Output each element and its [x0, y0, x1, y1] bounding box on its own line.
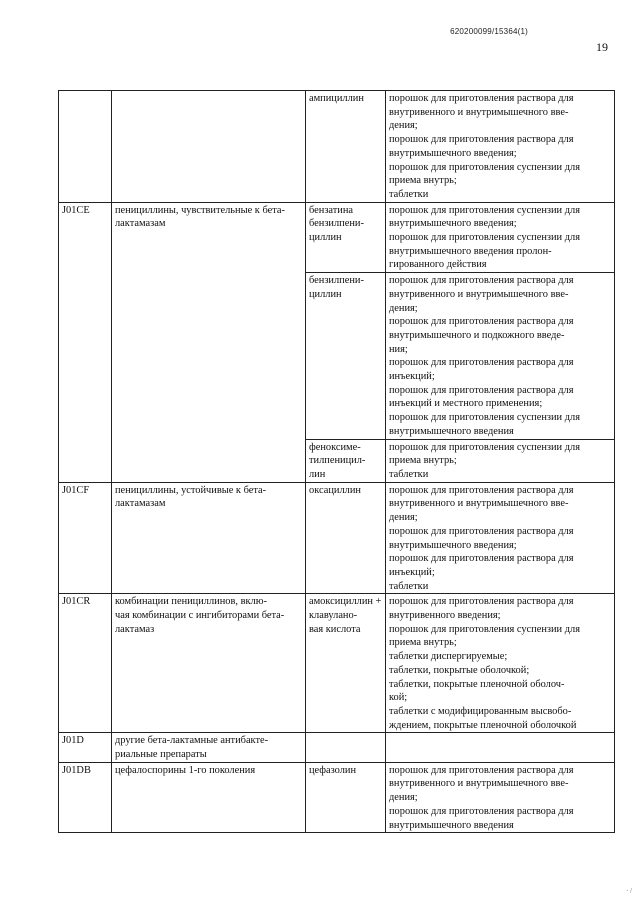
atc-code-cell: J01DB: [59, 762, 112, 833]
dosage-form-item: таблетки: [389, 188, 429, 200]
dosage-form-item: порошок для приготовления раствора для внутримышечного введения;: [389, 134, 574, 159]
dosage-form-item: таблетки: [389, 468, 429, 480]
dosage-form-cell: [386, 273, 615, 439]
drug-group-cell: комбинации пенициллинов, вклю- чая комбинации с ингибиторами бета-лактамаз: [112, 594, 306, 733]
document-id: 620200099/15364(1): [450, 27, 528, 36]
atc-code-cell: J01CF: [59, 482, 112, 594]
dosage-form-item: порошок для приготовления раствора для внутривенного и внутримышечного вве- дения;: [389, 484, 574, 524]
drug-group-cell: цефалоспорины 1-го поколения: [112, 762, 306, 833]
table-row: [59, 91, 615, 203]
table-body: [59, 91, 615, 833]
dosage-form-item: порошок для приготовления раствора для внутримышечного введения: [389, 805, 574, 831]
corner-mark: · /: [625, 887, 632, 895]
drug-group-cell: пенициллины, устойчивые к бета- лактамазам: [112, 482, 306, 594]
page-number: 19: [596, 40, 608, 54]
dosage-form-item: порошок для приготовления раствора для внутривенного и внутримышечного вве- дения;: [389, 764, 574, 804]
table-row: [59, 594, 615, 733]
dosage-form-item: таблетки: [389, 580, 429, 592]
dosage-form-item: порошок для приготовления раствора для внутривенного и внутримышечного вве- дения;: [389, 93, 574, 132]
dosage-form-item: порошок для приготовления раствора для внутривенного и внутримышечного вве- дения;: [389, 275, 574, 314]
dosage-form-item: таблетки, покрытые оболочкой;: [389, 664, 530, 676]
table-row: [59, 202, 615, 273]
dosage-form-cell: [386, 594, 615, 733]
dosage-form-cell: [386, 733, 615, 762]
atc-code-cell: J01CE: [59, 202, 112, 482]
dosage-form-item: порошок для приготовления раствора для инъекций и местного применения;: [389, 384, 574, 410]
drug-name-cell: [306, 733, 386, 762]
dosage-form-item: порошок для приготовления суспензии для внутримышечного введения: [389, 412, 580, 437]
drug-name-cell: бензатина бензилпени- циллин: [306, 202, 386, 273]
drug-table: [58, 90, 615, 833]
drug-name-cell: ампициллин: [306, 91, 386, 203]
dosage-form-cell: [386, 202, 615, 273]
dosage-form-item: порошок для приготовления суспензии для внутримышечного введения;: [389, 204, 580, 230]
atc-code-cell: [59, 91, 112, 203]
dosage-form-item: порошок для приготовления суспензии для внутримышечного введения пролон- гированного действия: [389, 232, 580, 271]
drug-group-cell: пенициллины, чувствительные к бета-лактамазам: [112, 202, 306, 482]
dosage-form-item: таблетки, покрытые пленочной оболоч- кой;: [389, 678, 565, 704]
table-row: [59, 733, 615, 762]
drug-name-cell: феноксиме- тилпеницил- лин: [306, 439, 386, 482]
dosage-form-item: порошок для приготовления суспензии для приема внутрь;: [389, 161, 580, 187]
dosage-form-cell: [386, 762, 615, 833]
dosage-form-item: порошок для приготовления суспензии для приема внутрь;: [389, 441, 580, 467]
drug-name-cell: оксациллин: [306, 482, 386, 594]
atc-code-cell: J01D: [59, 733, 112, 762]
dosage-form-cell: [386, 439, 615, 482]
dosage-form-item: порошок для приготовления раствора для инъекций;: [389, 553, 574, 578]
table-row: [59, 762, 615, 833]
dosage-form-cell: [386, 91, 615, 203]
drug-name-cell: цефазолин: [306, 762, 386, 833]
dosage-form-item: порошок для приготовления раствора для внутривенного введения;: [389, 596, 574, 622]
dosage-form-item: порошок для приготовления раствора для внутримышечного введения;: [389, 525, 574, 551]
drug-name-cell: амоксициллин + клавулано- вая кислота: [306, 594, 386, 733]
dosage-form-cell: [386, 482, 615, 594]
dosage-form-item: таблетки диспергируемые;: [389, 651, 508, 663]
dosage-form-item: таблетки с модифицированным высвобо- ждением, покрытые пленочной оболочкой: [389, 705, 577, 731]
dosage-form-item: порошок для приготовления суспензии для приема внутрь;: [389, 623, 580, 649]
dosage-form-item: порошок для приготовления раствора для внутримышечного и подкожного введе- ния;: [389, 316, 574, 355]
table-row: [59, 482, 615, 594]
atc-code-cell: J01CR: [59, 594, 112, 733]
drug-name-cell: бензилпени- циллин: [306, 273, 386, 439]
drug-group-cell: [112, 91, 306, 203]
drug-group-cell: другие бета-лактамные антибакте- риальные препараты: [112, 733, 306, 762]
dosage-form-item: порошок для приготовления раствора для инъекций;: [389, 357, 574, 383]
